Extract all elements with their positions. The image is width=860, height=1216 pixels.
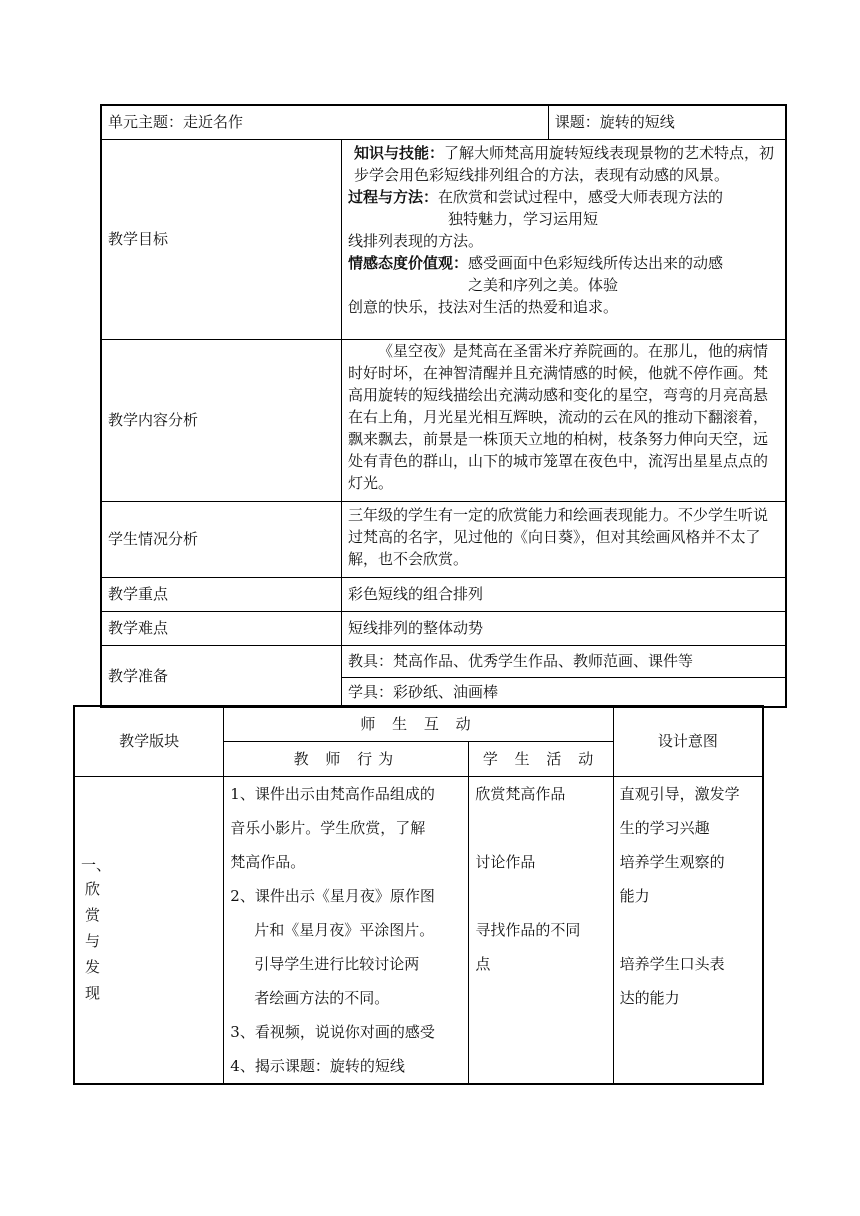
- design-line: 直观引导，激发学: [619, 784, 740, 803]
- objective-emotion-end: 创意的快乐，技法对生活的热爱和追求。: [348, 297, 619, 316]
- content-analysis-label: 教学内容分析: [101, 339, 342, 501]
- objective-knowledge: 知识与技能：了解大师梵高用旋转短线表现景物的艺术特点，初步学会用色彩短线排列组合的方法，表现有动感的风景。: [354, 143, 775, 184]
- objectives-label: 教学目标: [101, 139, 342, 339]
- teacher-line: 4、揭示课题：旋转的短线: [230, 1056, 405, 1075]
- preparation-label: 教学准备: [101, 645, 342, 707]
- design-line: 生的学习兴趣: [619, 818, 710, 837]
- teacher-line: 音乐小影片。学生欣赏，了解: [230, 818, 426, 837]
- teaching-process-table: [73, 705, 764, 1085]
- student-analysis-text: 三年级的学生有一定的欣赏能力和绘画表现能力。不少学生听说过梵高的名字，见过他的《向日葵》，但对其绘画风格并不太了解，也不会欣赏。: [342, 501, 787, 577]
- design-line: 培养学生观察的: [619, 852, 725, 871]
- design-intent: [613, 776, 763, 1084]
- key-point-label: 教学重点: [101, 577, 342, 611]
- content-analysis-text: 《星空夜》是梵高在圣雷米疗养院画的。在那儿，他的病情时好时坏，在神智清醒并且充满情感的时候，他就不停作画。梵高用旋转的短线描绘出充满动感和变化的星空，弯弯的月亮高悬在右上角，月光星光相互辉映，流动的云在风的推动下翻滚着，飘来飘去，前景是一株顶天立地的柏树，枝条努力伸向天空，远处有青色的群山，山下的城市笼罩在夜色中，流泻出星星点点的灯光。: [342, 339, 787, 501]
- header-teacher: 教 师 行为: [224, 741, 469, 776]
- header-section: 教学版块: [74, 706, 224, 776]
- design-line: 达的能力: [619, 988, 680, 1007]
- teacher-line: 3、看视频，说说你对画的感受: [230, 1022, 435, 1041]
- header-student: 学 生 活 动: [469, 741, 613, 776]
- student-line: 讨论作品: [475, 852, 536, 871]
- key-point-text: 彩色短线的组合排列: [342, 577, 787, 611]
- objectives-cell: [342, 139, 787, 339]
- student-line: [475, 811, 606, 845]
- teacher-actions: [224, 776, 469, 1084]
- preparation-teacher: 教具：梵高作品、优秀学生作品、教师范画、课件等: [342, 645, 787, 677]
- lesson-title: 课题：旋转的短线: [548, 105, 786, 139]
- objective-process-cont: 独特魅力，学习运用短: [448, 209, 599, 228]
- section-cell: [74, 776, 224, 1084]
- teacher-line: 2、课件出示《星月夜》原作图: [230, 886, 435, 905]
- student-line: [475, 879, 606, 913]
- header-interaction: 师 生 互 动: [224, 706, 613, 741]
- difficulty-label: 教学难点: [101, 611, 342, 645]
- teacher-line: 片和《星月夜》平涂图片。: [254, 920, 435, 939]
- preparation-student: 学具：彩砂纸、油画棒: [342, 677, 787, 707]
- unit-theme: 单元主题：走近名作: [101, 105, 548, 139]
- teacher-line: 梵高作品。: [230, 852, 306, 871]
- student-analysis-label: 学生情况分析: [101, 501, 342, 577]
- section-prefix: 一、: [81, 855, 112, 874]
- design-line: 培养学生口头表: [619, 954, 725, 973]
- student-activities: [469, 776, 613, 1084]
- student-line: 欣赏梵高作品: [475, 784, 566, 803]
- objective-emotion-cont: 之美和序列之美。体验: [468, 275, 619, 294]
- student-line: 点: [475, 954, 491, 973]
- student-line: 寻找作品的不同: [475, 920, 581, 939]
- objective-process-end: 线排列表现的方法。: [348, 231, 484, 250]
- section-title: 欣 赏 与 发 现: [85, 879, 101, 1002]
- teacher-line: 者绘画方法的不同。: [254, 988, 390, 1007]
- objective-emotion: 情感态度价值观：感受画面中色彩短线所传达出来的动感: [348, 253, 724, 272]
- difficulty-text: 短线排列的整体动势: [342, 611, 787, 645]
- lesson-info-table: [100, 104, 787, 708]
- teacher-line: 引导学生进行比较讨论两: [254, 954, 420, 973]
- objective-process: 过程与方法：在欣赏和尝试过程中，感受大师表现方法的: [348, 187, 724, 206]
- design-line: [620, 913, 756, 947]
- design-line: 能力: [619, 886, 650, 905]
- header-design: 设计意图: [613, 706, 763, 776]
- teacher-line: 1、课件出示由梵高作品组成的: [230, 784, 435, 803]
